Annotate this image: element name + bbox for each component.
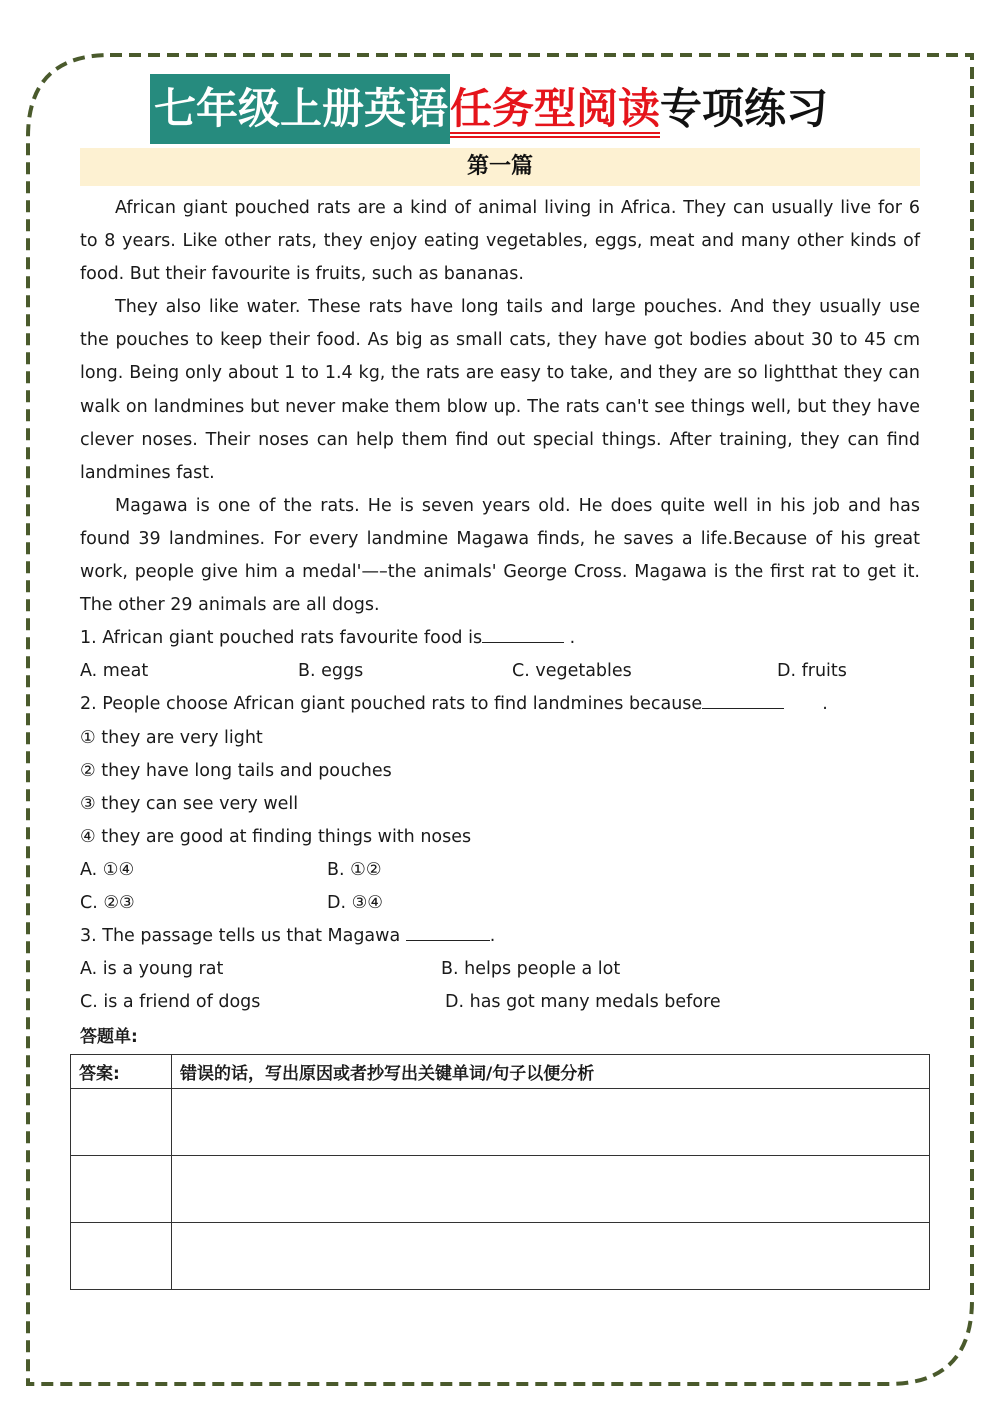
statement-3: ③ they can see very well	[80, 793, 299, 814]
option-d[interactable]: D. has got many medals before	[445, 992, 721, 1013]
option-b[interactable]: B. eggs	[298, 661, 364, 682]
question-3-stem: 3. The passage tells us that Magawa	[80, 926, 406, 947]
answer-cell[interactable]	[71, 1223, 172, 1290]
reading-content	[80, 192, 920, 1019]
question-1-options	[80, 655, 920, 688]
header-error-analysis: 错误的话，写出原因或者抄写出关键单词/句子以便分析	[172, 1055, 930, 1089]
option-c[interactable]: C. is a friend of dogs	[80, 992, 261, 1013]
passage-paragraph-1: African giant pouched rats are a kind of animal living in Africa. They can usually live for 6 to 8 years. Like other rats, they enjoy eating vegetables, eggs, meat and many other kinds of food. But their favourite is fruits, such as bananas.	[80, 198, 920, 285]
analysis-cell[interactable]	[172, 1223, 930, 1290]
question-3	[80, 920, 920, 953]
question-3-options-row-2	[80, 986, 920, 1019]
answer-blank[interactable]	[406, 924, 490, 941]
answer-blank[interactable]	[702, 692, 784, 709]
passage-paragraph-3: Magawa is one of the rats. He is seven years old. He does quite well in his job and has found 39 landmines. For every landmine Magawa finds, he saves a life.Because of his great work, people give him a medal'—–the animals' George Cross. Magawa is the first rat to get it. The other 29 animals are all dogs.	[80, 495, 920, 616]
option-c[interactable]: C. vegetables	[512, 661, 632, 682]
title-suffix: 专项练习	[660, 84, 829, 133]
question-3-end: .	[489, 926, 496, 947]
answer-table-header	[71, 1055, 930, 1089]
question-2-end: .	[822, 694, 828, 715]
title-highlight: 任务型阅读	[450, 74, 660, 144]
answer-sheet-table	[70, 1054, 930, 1290]
analysis-cell[interactable]	[172, 1156, 930, 1223]
answer-row	[71, 1089, 930, 1156]
answer-cell[interactable]	[71, 1089, 172, 1156]
option-d[interactable]: D. ③④	[327, 892, 383, 913]
title-grade: 七年级上册英语	[150, 74, 450, 144]
answer-cell[interactable]	[71, 1156, 172, 1223]
question-2-options-row-2	[80, 887, 920, 920]
question-1	[80, 622, 920, 655]
question-3-options-row-1	[80, 953, 920, 986]
answer-blank[interactable]	[482, 626, 564, 643]
answer-row	[71, 1223, 930, 1290]
question-1-end: .	[564, 628, 576, 649]
option-a[interactable]: A. ①④	[80, 859, 135, 880]
question-2-options-row-1	[80, 854, 920, 887]
option-b[interactable]: B. helps people a lot	[441, 959, 621, 980]
header-answer: 答案:	[71, 1055, 172, 1089]
option-a[interactable]: A. is a young rat	[80, 959, 224, 980]
statement-1: ① they are very light	[80, 727, 263, 748]
answer-row	[71, 1156, 930, 1223]
option-a[interactable]: A. meat	[80, 661, 149, 682]
option-b[interactable]: B. ①②	[327, 859, 382, 880]
section-heading: 第一篇	[80, 148, 920, 186]
option-c[interactable]: C. ②③	[80, 892, 135, 913]
statement-4: ④ they are good at finding things with noses	[80, 826, 472, 847]
page-title	[150, 74, 828, 144]
question-2	[80, 688, 920, 721]
statement-2: ② they have long tails and pouches	[80, 760, 392, 781]
option-d[interactable]: D. fruits	[777, 661, 847, 682]
analysis-cell[interactable]	[172, 1089, 930, 1156]
question-1-stem: 1. African giant pouched rats favourite food is	[80, 628, 483, 649]
question-2-stem: 2. People choose African giant pouched rats to find landmines because	[80, 694, 703, 715]
answer-sheet-label: 答题单:	[80, 1027, 138, 1047]
passage-paragraph-2: They also like water. These rats have long tails and large pouches. And they usually use the pouches to keep their food. As big as small cats, they have got bodies about 30 to 45 cm long. Being only about 1 to 1.4 kg, the rats are easy to take, and they are so lightthat they can walk on landmines but never make them blow up. The rats can't see things well, but they have clever noses. Their noses can help them find out special things. After training, they can find landmines fast.	[80, 297, 920, 483]
